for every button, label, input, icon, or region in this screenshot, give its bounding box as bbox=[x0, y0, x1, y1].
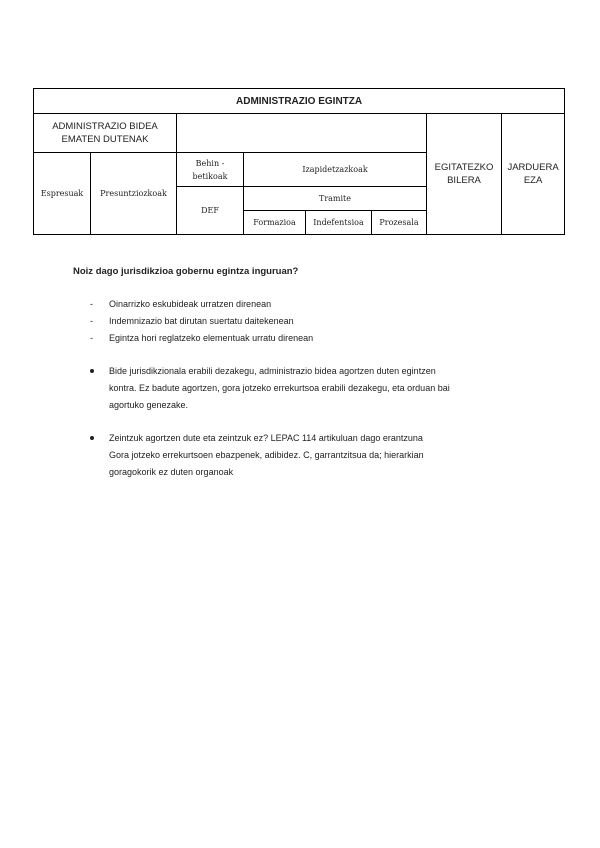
list-item bbox=[90, 332, 313, 349]
formazioa-cell: Formazioa bbox=[244, 211, 306, 235]
question-heading: Noiz dago jurisdikzioa gobernu egintza inguruan? bbox=[73, 266, 299, 277]
empty-header-cell bbox=[177, 114, 427, 153]
list-item-text: Egintza hori reglatzeko elementuak urratu direnean bbox=[109, 333, 314, 343]
bullet-dot-icon bbox=[90, 369, 94, 373]
def-cell: DEF bbox=[177, 187, 244, 235]
tramite-cell: Tramite bbox=[244, 187, 427, 211]
paragraph-line: Zeintzuk agortzen dute eta zeintzuk ez? LEPAC 114 artikuluan dago erantzuna bbox=[109, 433, 423, 443]
list-item bbox=[90, 298, 313, 315]
paragraph-line: goragokorik ez duten organoak bbox=[109, 467, 234, 477]
list-item-text: Oinarrizko eskubideak urratzen direnean bbox=[109, 299, 272, 309]
paragraph-line: kontra. Ez badute agortzen, gora jotzeko errekurtsoa erabili dezakegu, eta orduan bai bbox=[109, 383, 450, 393]
bullet-paragraph bbox=[90, 430, 530, 481]
indefentsioa-cell: Indefentsioa bbox=[306, 211, 372, 235]
dash-marker: - bbox=[90, 316, 93, 326]
paragraph-line: Gora jotzeko errekurtsoen ebazpenek, adibidez. C, garrantzitsua da; hierarkian bbox=[109, 450, 424, 460]
paragraph-line: agortuko genezake. bbox=[109, 400, 189, 410]
behin-betikoak-cell: Behin -betikoak bbox=[177, 153, 244, 187]
list-item bbox=[90, 315, 313, 332]
presuntziozkoak-cell: Presuntziozkoak bbox=[91, 153, 177, 235]
bullet-paragraph bbox=[90, 363, 530, 414]
egitatezko-bilera-cell: EGITATEZKO BILERA bbox=[427, 114, 502, 235]
paragraph-line: Bide jurisdikzionala erabili dezakegu, administrazio bidea agortzen duten egintzen bbox=[109, 366, 436, 376]
administrazio-bidea-header: ADMINISTRAZIO BIDEA EMATEN DUTENAK bbox=[34, 114, 177, 153]
prozesala-cell: Prozesala bbox=[372, 211, 427, 235]
espresuak-cell: Espresuak bbox=[34, 153, 91, 235]
dash-marker: - bbox=[90, 333, 93, 343]
jarduera-eza-cell: JARDUERA EZA bbox=[502, 114, 565, 235]
bullet-dot-icon bbox=[90, 436, 94, 440]
izapidetzazkoak-cell: Izapidetzazkoak bbox=[244, 153, 427, 187]
administrazio-egintza-table bbox=[33, 88, 565, 235]
table-title: ADMINISTRAZIO EGINTZA bbox=[34, 89, 565, 114]
list-item-text: Indemnizazio bat dirutan suertatu daitekenean bbox=[109, 316, 294, 326]
dash-marker: - bbox=[90, 299, 93, 309]
dash-list bbox=[90, 298, 313, 349]
